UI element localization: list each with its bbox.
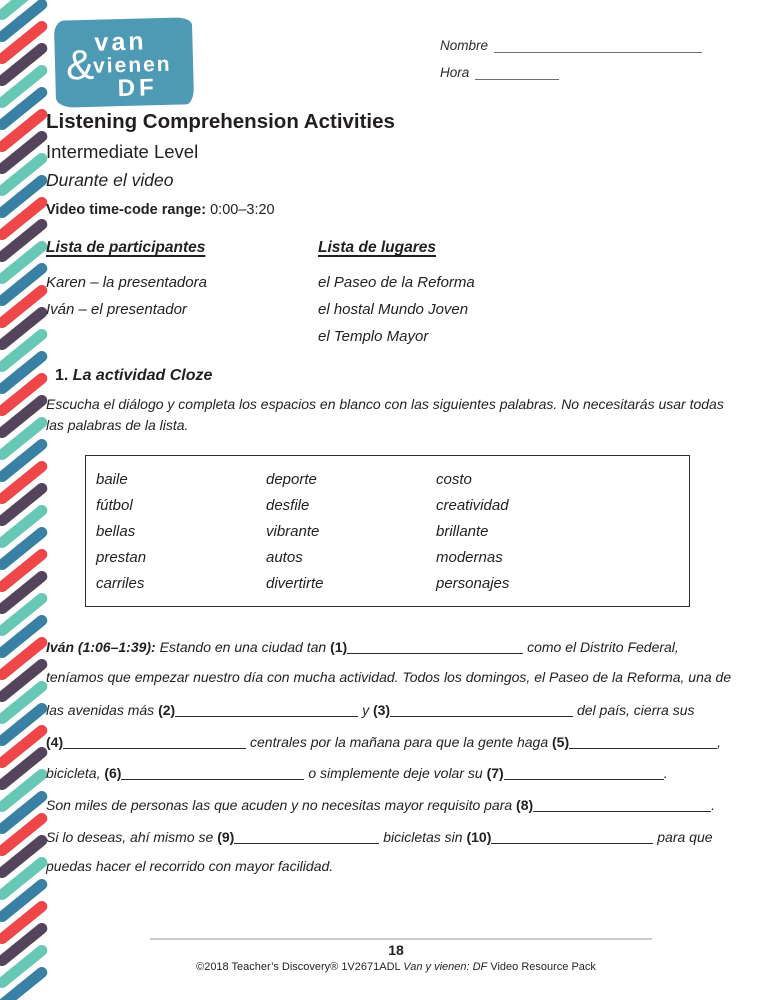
word-bank-word: prestan [96, 549, 147, 566]
participants-list-header: Lista de participantes [46, 239, 206, 256]
passage-text: bicicleta, [46, 765, 105, 782]
passage-line [46, 669, 746, 701]
hora-blank-line[interactable] [475, 65, 559, 80]
passage-text: bicicletas sin [379, 828, 467, 845]
blank-number: (6) [104, 765, 122, 782]
word-bank-column [96, 467, 266, 606]
passage-text: Si lo deseas, ahí mismo se [46, 828, 218, 845]
activity-cloze-section [46, 367, 738, 436]
answer-blank-line[interactable] [63, 734, 246, 749]
word-bank-word: costo [436, 471, 472, 488]
passage-line [46, 827, 746, 859]
logo-word-vienen: vienen [92, 52, 172, 78]
answer-blank-line[interactable] [491, 829, 653, 844]
copyright-line [46, 961, 746, 973]
nombre-blank-line[interactable] [494, 38, 702, 53]
word-bank-word: autos [266, 549, 303, 566]
nombre-field [440, 35, 702, 53]
passage-line [46, 858, 746, 890]
hora-label: Hora [440, 65, 470, 80]
passage-line [46, 763, 746, 795]
word-bank-column [266, 467, 436, 606]
word-bank-word: desfile [266, 497, 310, 514]
copyright-title: Van y vienen: DF [403, 961, 488, 973]
passage-text: del país, cierra sus [573, 702, 695, 719]
word-bank-box [85, 455, 690, 607]
passage-line [46, 700, 746, 732]
activity-instructions: Escucha el diálogo y completa los espacios en blanco con las siguientes palabras. No necesitarás usar todas las palabras de la lista. [46, 396, 724, 433]
word-bank-word: vibrante [266, 523, 320, 540]
van-y-vienen-df-logo [54, 17, 194, 108]
answer-blank-line[interactable] [390, 702, 573, 717]
places-list-header: Lista de lugares [318, 239, 437, 256]
passage-line [46, 795, 746, 827]
word-bank-word: modernas [436, 549, 503, 566]
passage-text: las avenidas más [46, 702, 159, 719]
answer-blank-line[interactable] [234, 829, 379, 844]
logo-ampersand: & [65, 40, 95, 89]
blank-number: (9) [217, 828, 235, 845]
blank-number: (5) [552, 733, 570, 750]
word-bank-word: bellas [96, 523, 136, 540]
during-video-subtitle: Durante el video [46, 170, 174, 190]
answer-blank-line[interactable] [347, 639, 523, 654]
participants-items [46, 269, 207, 323]
passage-text: . [663, 765, 668, 782]
answer-blank-line[interactable] [175, 702, 358, 717]
blank-number: (10) [466, 828, 492, 845]
places-list [318, 239, 475, 350]
passage-text: puedas hacer el recorrido con mayor facilidad. [46, 858, 334, 875]
student-info-fields [440, 35, 702, 89]
page-title: Listening Comprehension Activities [46, 110, 395, 133]
passage-text: teníamos que empezar nuestro día con mucha actividad. Todos los domingos, el Paseo de la Reforma, una de [46, 668, 732, 685]
participants-list [46, 239, 207, 323]
word-bank-word: personajes [436, 575, 510, 592]
answer-blank-line[interactable] [533, 797, 711, 812]
word-bank-word: fútbol [96, 497, 133, 514]
blank-number: (8) [516, 796, 534, 813]
copyright-prefix: ©2018 Teacher’s Discovery® 1V2671ADL [196, 961, 404, 973]
passage-text: como el Distrito Federal, [523, 639, 679, 655]
timecode-value: 0:00–3:20 [206, 202, 275, 218]
passage-text: . [711, 796, 716, 813]
logo-word-van: van [94, 27, 147, 57]
activity-title: La actividad Cloze [72, 367, 213, 384]
passage-line [46, 732, 746, 764]
participant-item: Karen – la presentadora [46, 274, 207, 291]
logo-word-df: DF [117, 74, 159, 103]
place-item: el hostal Mundo Joven [318, 301, 469, 318]
passage-text: Estando en una ciudad tan [155, 639, 331, 655]
blank-number: (1) [330, 639, 348, 655]
video-timecode-range [46, 202, 395, 218]
answer-blank-line[interactable] [121, 765, 304, 780]
passage-text: centrales por la mañana para que la gente haga [246, 733, 553, 750]
passage-line [46, 637, 746, 669]
page-number: 18 [388, 942, 404, 958]
answer-blank-line[interactable] [504, 765, 664, 780]
passage-speaker: Iván (1:06–1:39): [46, 639, 156, 655]
copyright-suffix: Video Resource Pack [487, 961, 596, 973]
participant-item: Iván – el presentador [46, 301, 187, 318]
level-subtitle: Intermediate Level [46, 141, 199, 162]
blank-number: (7) [486, 765, 504, 782]
passage-text: para que [653, 828, 713, 845]
word-bank-word: carriles [96, 575, 145, 592]
passage-text: o simplemente deje volar su [304, 765, 487, 782]
word-bank-word: baile [96, 471, 128, 488]
activity-heading [46, 367, 738, 385]
hora-field [440, 62, 702, 80]
timecode-label: Video time-code range: [46, 202, 207, 218]
places-items [318, 269, 475, 350]
title-block [46, 110, 395, 218]
word-bank-word: creatividad [436, 497, 509, 514]
place-item: el Templo Mayor [318, 328, 429, 345]
passage-text: , [717, 733, 722, 750]
word-bank-word: deporte [266, 471, 317, 488]
word-bank-word: brillante [436, 523, 489, 540]
answer-blank-line[interactable] [569, 734, 717, 749]
blank-number: (2) [158, 702, 176, 719]
nombre-label: Nombre [440, 38, 489, 53]
blank-number: (3) [372, 702, 391, 719]
footer-divider-line [150, 938, 652, 940]
word-bank-column [436, 467, 689, 606]
cloze-passage [46, 637, 746, 890]
activity-number: 1. [55, 367, 73, 384]
passage-text: y [358, 702, 373, 719]
blank-number: (4) [46, 733, 64, 750]
passage-text: Son miles de personas las que acuden y no necesitas mayor requisito para [46, 796, 517, 813]
word-bank-word: divertirte [266, 575, 324, 592]
place-item: el Paseo de la Reforma [318, 274, 475, 291]
